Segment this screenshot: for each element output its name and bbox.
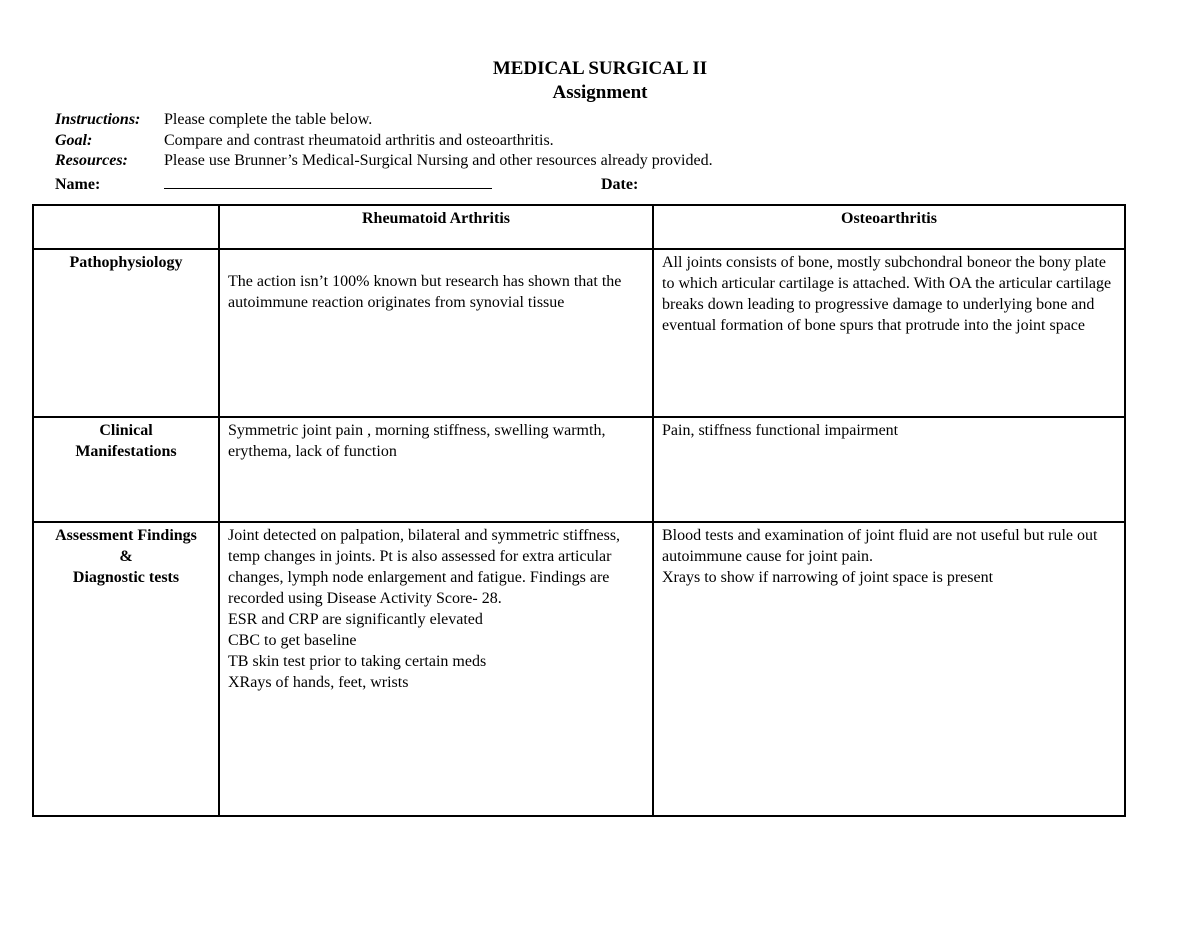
cell-ra-clinical-manifestations [219, 417, 653, 522]
header-osteoarthritis: Osteoarthritis [653, 205, 1125, 249]
row-label-line: Clinical [99, 422, 153, 439]
row-label-line: Manifestations [75, 443, 177, 460]
header-empty-cell [33, 205, 219, 249]
date-label: Date: [601, 175, 639, 193]
ra-assessment-line: Joint detected on palpation, bilateral and symmetric stiffness, temp changes in joints. Pt is also assessed for extra articular changes, lymph node enlargement and fatigue. Findings are recorded using Disease Activity Score- 28. [228, 527, 621, 607]
cell-oa-pathophysiology [653, 249, 1125, 417]
resources-label: Resources: [55, 152, 128, 169]
name-label: Name: [55, 175, 101, 193]
resources-row [55, 151, 1155, 172]
ra-clinical-text: Symmetric joint pain , morning stiffness, swelling warmth, erythema, lack of function [228, 422, 606, 460]
name-date-row [55, 172, 1155, 193]
cell-ra-pathophysiology [219, 249, 653, 417]
goal-row [55, 131, 1155, 152]
row-label-line: Assessment Findings [55, 527, 197, 544]
cell-ra-assessment-diagnostics [219, 522, 653, 816]
header-rheumatoid-arthritis: Rheumatoid Arthritis [219, 205, 653, 249]
name-blank-line[interactable] [164, 172, 492, 189]
instructions-row [55, 110, 1155, 131]
ra-assessment-line: XRays of hands, feet, wrists [228, 674, 409, 691]
row-label-line: Diagnostic tests [72, 569, 180, 586]
instructions-label: Instructions: [55, 111, 141, 128]
goal-value: Compare and contrast rheumatoid arthritis and osteoarthritis. [164, 131, 554, 149]
row-label-line: & [119, 548, 133, 565]
row-label-assessment-diagnostics [33, 522, 219, 816]
row-label-pathophysiology [33, 249, 219, 417]
instructions-value: Please complete the table below. [164, 111, 373, 128]
oa-pathophysiology-text: All joints consists of bone, mostly subchondral boneor the bony plate to which articular cartilage is attached. With OA the articular cartilage breaks down leading to progressive damage to underlying bone and eventual formation of bone spurs that protrude into the joint space [662, 254, 1112, 334]
comparison-table [32, 204, 1126, 817]
ra-pathophysiology-text: The action isn’t 100% known but research has shown that the autoimmune reaction originates from synovial tissue [228, 273, 622, 311]
row-label-line: Pathophysiology [69, 254, 183, 271]
resources-value: Please use Brunner’s Medical-Surgical Nursing and other resources already provided. [164, 152, 713, 169]
table-row-clinical-manifestations [33, 417, 1125, 522]
document-title: MEDICAL SURGICAL II [492, 58, 708, 79]
cell-oa-assessment-diagnostics [653, 522, 1125, 816]
oa-assessment-line: Xrays to show if narrowing of joint space is present [662, 569, 994, 586]
ra-assessment-line: TB skin test prior to taking certain meds [228, 653, 487, 670]
row-label-clinical-manifestations [33, 417, 219, 522]
table-row-pathophysiology [33, 249, 1125, 417]
table-header-row [33, 205, 1125, 249]
ra-assessment-line: ESR and CRP are significantly elevated [228, 611, 483, 628]
oa-clinical-text: Pain, stiffness functional impairment [662, 422, 899, 439]
document-subtitle: Assignment [552, 82, 648, 103]
assignment-meta [55, 110, 1155, 192]
table-row-assessment-diagnostics [33, 522, 1125, 816]
cell-oa-clinical-manifestations [653, 417, 1125, 522]
ra-assessment-line: CBC to get baseline [228, 632, 357, 649]
oa-assessment-line: Blood tests and examination of joint fluid are not useful but rule out autoimmune cause for joint pain. [662, 527, 1098, 565]
goal-label: Goal: [55, 131, 93, 149]
